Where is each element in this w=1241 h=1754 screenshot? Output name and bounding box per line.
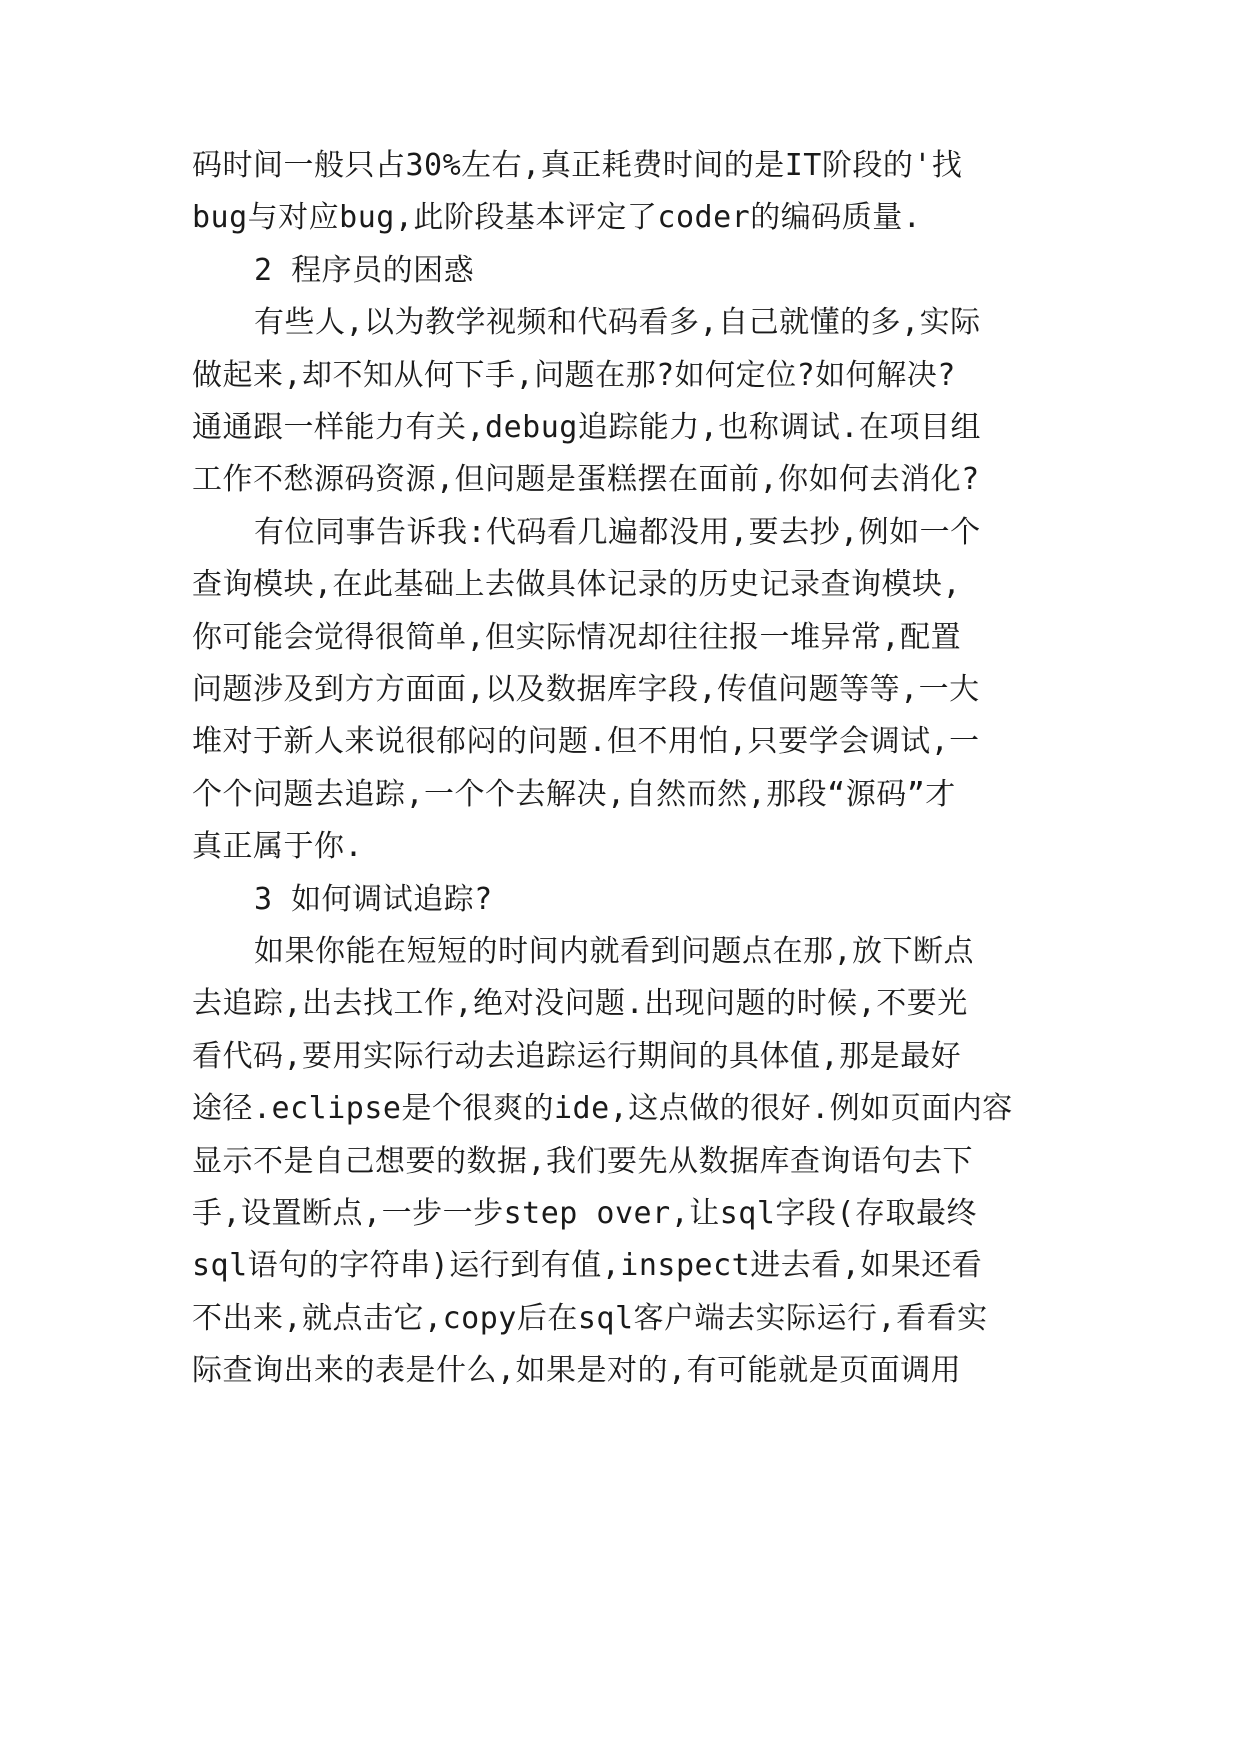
text-line: 有位同事告诉我:代码看几遍都没用,要去抄,例如一个 [254,514,981,550]
text-line: 如果你能在短短的时间内就看到问题点在那,放下断点 [254,934,975,969]
text-line: 际查询出来的表是什么,如果是对的,有可能就是页面调用 [192,1353,962,1389]
text-line: 手,设置断点,一步一步step over,让sql字段(存取最终 [192,1196,977,1231]
text-line: 真正属于你. [192,829,364,865]
text-line: 3 如何调试追踪? [254,881,493,917]
text-line: 有些人,以为教学视频和代码看多,自己就懂的多,实际 [254,305,981,341]
text-line: sql语句的字符串)运行到有值,inspect进去看,如果还看 [192,1248,983,1284]
text-line: 做起来,却不知从何下手,问题在那?如何定位?如何解决? [192,357,956,393]
text-line: 2 程序员的困惑 [254,252,475,288]
text-line: 工作不愁源码资源,但问题是蛋糕摆在面前,你如何去消化? [192,462,980,498]
text-line: 你可能会觉得很简单,但实际情况却往往报一堆异常,配置 [192,619,962,655]
text-line: 个个问题去追踪,一个个去解决,自然而然,那段“源码”才 [192,776,956,812]
text-line: 堆对于新人来说很郁闷的问题.但不用怕,只要学会调试,一 [192,724,980,760]
text-line: 看代码,要用实际行动去追踪运行期间的具体值,那是最好 [192,1038,962,1074]
text-line: 显示不是自己想要的数据,我们要先从数据库查询语句去下 [192,1143,974,1179]
text-line: 码时间一般只占30%左右,真正耗费时间的是IT阶段的'找 [192,148,963,183]
text-line: 去追踪,出去找工作,绝对没问题.出现问题的时候,不要光 [192,986,968,1022]
text-line: bug与对应bug,此阶段基本评定了coder的编码质量. [192,200,922,236]
text-line: 问题涉及到方方面面,以及数据库字段,传值问题等等,一大 [192,672,980,707]
text-line: 不出来,就点击它,copy后在sql客户端去实际运行,看看实 [192,1300,988,1336]
text-line: 查询模块,在此基础上去做具体记录的历史记录查询模块, [192,567,962,603]
text-line: 途径.eclipse是个很爽的ide,这点做的很好.例如页面内容 [192,1091,1013,1127]
text-line: 通通跟一样能力有关,debug追踪能力,也称调试.在项目组 [192,410,981,445]
